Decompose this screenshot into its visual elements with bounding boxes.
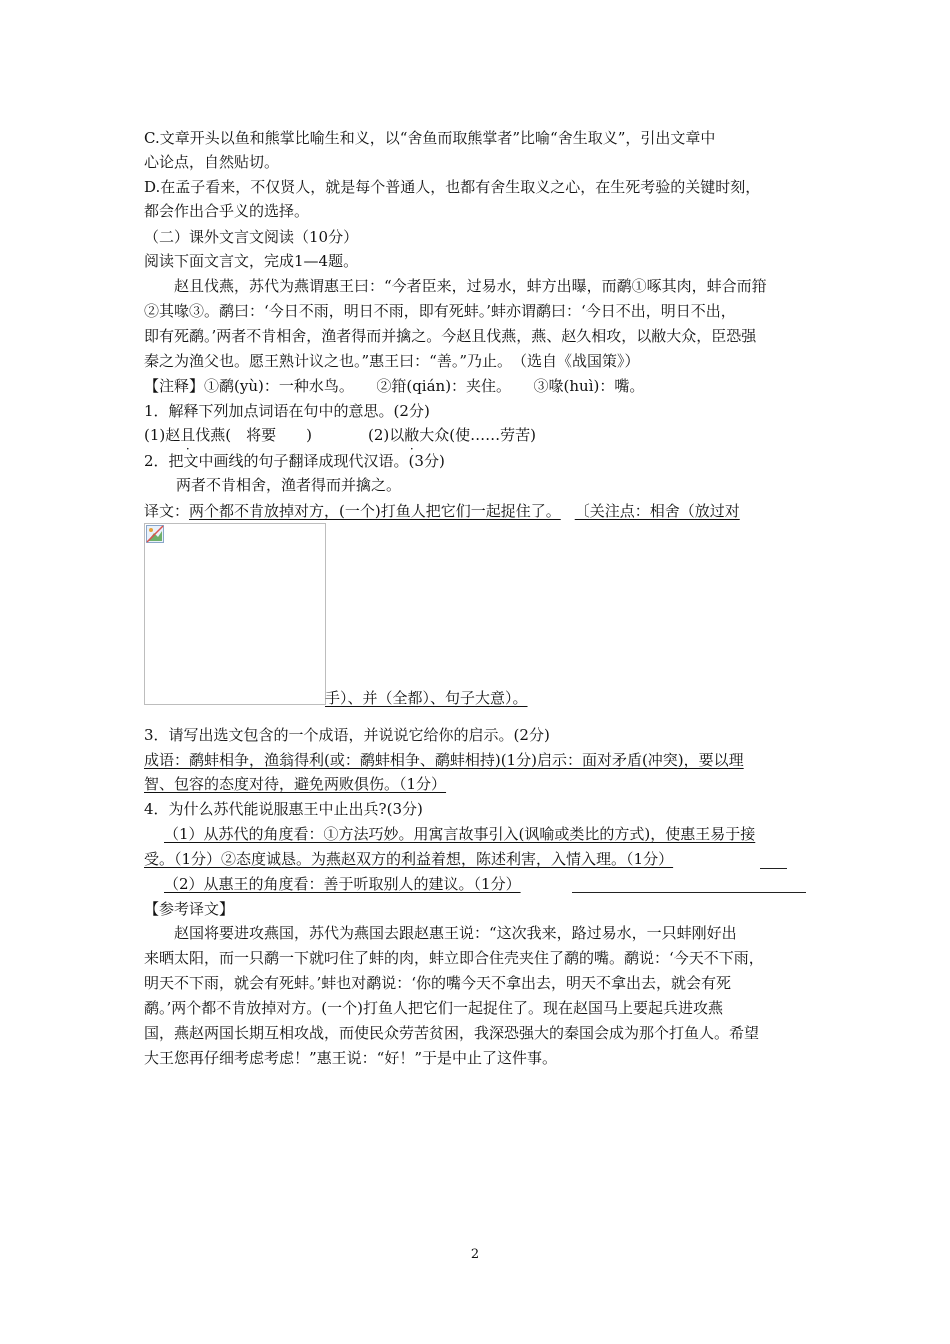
- q3-answer-line-1: 成语：鹬蚌相争，渔翁得利(或：鹬蚌相争、鹬蚌相持)(1分)启示：面对矛盾(冲突)，要以理: [144, 751, 744, 769]
- option-d-line-2: 都会作出合乎义的选择。: [144, 202, 310, 220]
- broken-image-placeholder: [144, 523, 326, 705]
- passage-line-1: 赵且伐燕，苏代为燕谓惠王曰：“今者臣来，过易水，蚌方出曝，而鹬①啄其肉，蚌合而箝: [144, 277, 767, 295]
- option-d-line-1: D.在孟子看来，不仅贤人，就是每个普通人，也都有舍生取义之心，在生死考验的关键时刻，: [144, 178, 761, 196]
- q1-a-post: 伐燕( 将要 ): [195, 426, 312, 444]
- reference-line-3: 明天不下雨，就会有死蚌。’蚌也对鹬说：‘你的嘴今天不拿出去，明天不拿出去，就会有死: [144, 974, 732, 992]
- q4-prompt: 4．为什么苏代能说服惠王中止出兵?(3分): [144, 800, 423, 818]
- q2-sentence: 两者不肯相舍，渔者得而并擒之。: [176, 476, 402, 494]
- q1-a-pre: (1)赵: [144, 426, 181, 444]
- option-c-line-1: C.文章开头以鱼和熊掌比喻生和义，以“舍鱼而取熊掌者”比喻“舍生取义”，引出文章中: [144, 129, 716, 147]
- underline-filler-1: [760, 868, 787, 869]
- q3-prompt: 3．请写出选文包含的一个成语，并说说它给你的启示。(2分): [144, 726, 550, 744]
- passage-line-2: ②其喙③。鹬曰：‘今日不雨，明日不雨，即有死蚌。’蚌亦谓鹬曰：‘今日不出，明日不出，: [144, 302, 736, 320]
- q2-answer: 两个都不肯放掉对方，(一个)打鱼人把它们一起捉住了。: [189, 502, 561, 520]
- section-title: （二）课外文言文阅读（10分）: [144, 228, 359, 246]
- reference-line-2: 来晒太阳，而一只鹬一下就叼住了蚌的肉，蚌立即合住壳夹住了鹬的嘴。鹬说：‘今天不下雨，: [144, 949, 764, 967]
- q4-answer-line-1: （1）从苏代的角度看：①方法巧妙。用寓言故事引入(讽喻或类比的方式)，使惠王易于接: [164, 825, 756, 843]
- instruction: 阅读下面文言文，完成1—4题。: [144, 252, 359, 270]
- q2-focus-continued: 手）、并（全都）、句子大意）。: [325, 689, 528, 707]
- q2-prompt: 2．把文中画线的句子翻译成现代汉语。(3分): [144, 452, 445, 470]
- reference-title: 【参考译文】: [144, 900, 235, 918]
- reference-line-6: 大王您再仔细考虑考虑！”惠王说：“好！”于是中止了这件事。: [144, 1049, 558, 1067]
- broken-image-icon: [146, 525, 164, 543]
- underline-filler-2: [572, 892, 806, 893]
- q1-answers: [144, 424, 536, 446]
- q1-a-dotted-word: 且: [180, 426, 196, 444]
- q1-b-post: 大众(使……劳苦): [419, 426, 536, 444]
- passage-line-4: 秦之为渔父也。愿王熟计议之也。”惠王曰：“善。”乃止。 （选自《战国策》）: [144, 352, 640, 370]
- q2-label: 译文：: [144, 502, 190, 520]
- q1-b-dotted-word: 敝: [404, 426, 420, 444]
- q4-answer-line-3: （2）从惠王的角度看：善于听取别人的建议。（1分）: [164, 875, 521, 893]
- option-c-line-2: 心论点，自然贴切。: [144, 153, 280, 171]
- q1-prompt: 1．解释下列加点词语在句中的意思。(2分): [144, 402, 430, 420]
- q3-answer-line-2: 智、包容的态度对待，避免两败俱伤。（1分）: [144, 775, 447, 793]
- q2-focus: 〔关注点：相舍（放过对: [574, 502, 740, 520]
- passage-line-3: 即有死鹬。’两者不肯相舍，渔者得而并擒之。今赵且伐燕，燕、赵久相攻，以敝大众，臣恐强: [144, 327, 757, 345]
- page-number: 2: [470, 1247, 480, 1262]
- reference-line-5: 国，燕赵两国长期互相攻战，而使民众劳苦贫困，我深恐强大的秦国会成为那个打鱼人。希望: [144, 1024, 760, 1042]
- q2-answer-line: [144, 500, 740, 522]
- annotation-notes: 【注释】①鹬(yù)：一种水鸟。 ②箝(qián)：夹住。 ③喙(huì)：嘴。: [144, 377, 645, 395]
- reference-line-1: 赵国将要进攻燕国，苏代为燕国去跟赵惠王说：“这次我来，路过易水，一只蚌刚好出: [144, 924, 737, 942]
- q1-b-pre: (2)以: [367, 426, 405, 444]
- q4-answer-line-2: 受。（1分）②态度诚恳。为燕赵双方的利益着想，陈述利害，入情入理。（1分）: [144, 850, 674, 868]
- reference-line-4: 鹬。’两个都不肯放掉对方。(一个)打鱼人把它们一起捉住了。现在赵国马上要起兵进攻燕: [144, 999, 723, 1017]
